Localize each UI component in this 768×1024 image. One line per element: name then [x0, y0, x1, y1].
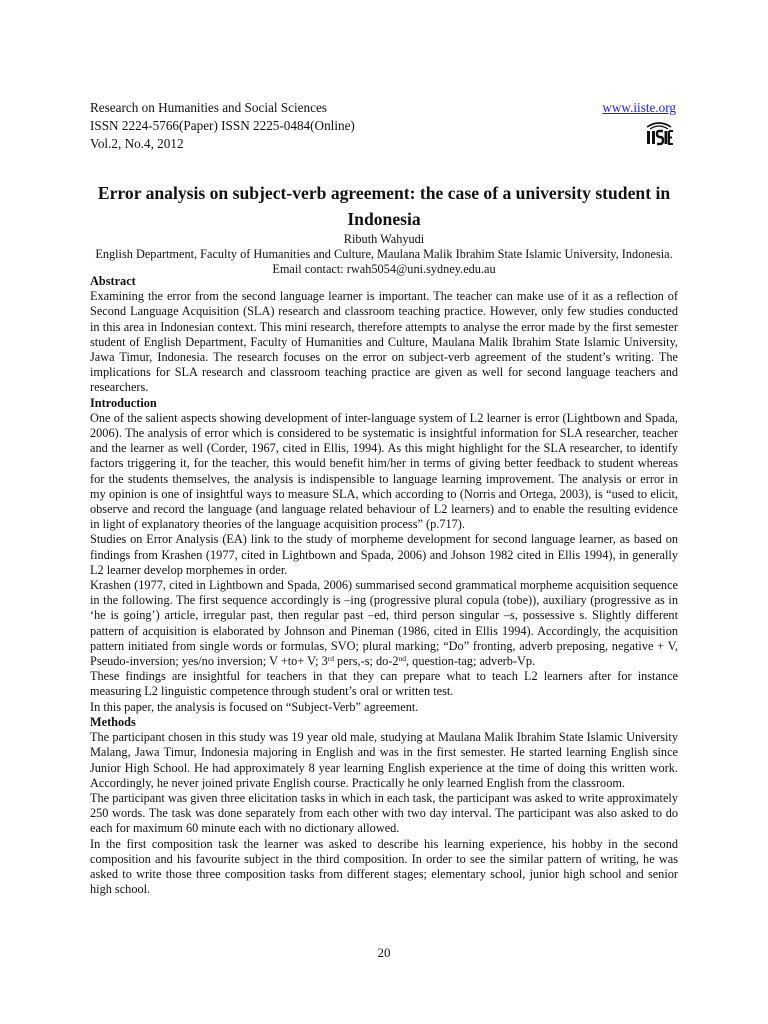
issn-line: ISSN 2224-5766(Paper) ISSN 2225-0484(Online): [90, 118, 355, 133]
author-name: Ributh Wahyudi: [343, 232, 425, 246]
paper-title: Error analysis on subject-verb agreement: the case of a university student in Indonesia: [97, 183, 671, 229]
methods-paragraph-2: The participant was given three elicitation tasks in which in each task, the participant was asked to write approximately 250 words. The task was done separately from each other with two day interval. The participant was also asked to do each for maximum 60 minute each with no dictionary allowed.: [90, 790, 678, 836]
paragraph-3-middle: pers,-s; do-2: [333, 654, 399, 669]
paragraph-3-text: Krashen (1977, cited in Lightbown and Spada, 2006) summarised second grammatical morpheme acquisition sequence in the following. The first sequence accordingly is –ing (progressive plural copula (tobe)), auxiliary (progressive as in ‘he is going’) article, irregular past, then regular past –ed, third person singular –s, possessive s. Slightly different pattern of acquisition is elaborated by Johnson and Pineman (1986, cited in Ellis 1994). Accordingly, the acquisition pattern initiated from single words or formulas, SVO; plural marking; “Do” fronting, adverb preposing, negative + V, Pseudo-inversion; yes/no inversion; V +to+ V; 3: [90, 578, 678, 669]
superscript-nd: nd: [398, 654, 407, 664]
methods-paragraph-1: The participant chosen in this study was 19 year old male, studying at Maulana Malik Ibrahim State Islamic University Malang, Jawa Timur, Indonesia majoring in English and was in the first semester. He started learning English since Junior High School. He had approximately 8 year learning English experience at the time of doing this written work. Accordingly, he never joined private English course. Practically he only learned English from the classroom.: [90, 730, 678, 790]
methods-heading: Methods: [90, 714, 136, 729]
introduction-paragraph-4: These findings are insightful for teachers in that they can prepare what to teach L2 learners after for instance measuring L2 linguistic competence through student’s oral or written test.: [90, 669, 678, 699]
abstract-heading: Abstract: [90, 274, 136, 288]
abstract-text: Examining the error from the second language learner is important. The teacher can make use of it as a reflection of Second Language Acquisition (SLA) research and classroom teaching practice. However, only few studies conducted in this area in Indonesian context. This mini research, therefore attempts to analyse the error made by the first semester student of English Department, Faculty of Humanities and Culture, Maulana Malik Ibrahim State Islamic University, Jawa Timur, Indonesia. The research focuses on the error on subject-verb agreement of the student’s writing. The implications for SLA research and classroom teaching practice are given as well for second language teachers and researchers.: [90, 289, 678, 395]
introduction-paragraph-2: Studies on Error Analysis (EA) link to the study of morpheme development for second language learner, as based on findings from Krashen (1977, cited in Lightbown and Spada, 2006) and Johson 1982 cited in Ellis 1994), in generally L2 learner develop morphemes in order.: [90, 532, 678, 577]
journal-header: [90, 99, 678, 155]
author-email: Email contact: rwah5054@uni.sydney.edu.au: [272, 262, 496, 276]
page-number: 20: [377, 945, 391, 960]
introduction-paragraph-5: In this paper, the analysis is focused on “Subject-Verb” agreement.: [90, 699, 419, 714]
journal-info: [90, 99, 355, 153]
paragraph-3-end: , question-tag; adverb-Vp.: [406, 654, 536, 669]
methods-paragraph-3: In the first composition task the learner was asked to describe his learning experience, his hobby in the second composition and his favourite subject in the third composition. In order to see the similar pattern of writing, he was asked to write those three composition tasks from different stages; elementary school, junior high school and senior high school.: [90, 836, 678, 897]
journal-website-link[interactable]: www.iiste.org: [602, 100, 676, 115]
introduction-paragraph-3: [90, 578, 678, 669]
introduction-heading: Introduction: [90, 395, 157, 410]
author-affiliation: English Department, Faculty of Humanities and Culture, Maulana Malik Ibrahim State Islamic University, Indonesia.: [95, 247, 673, 261]
volume-line: Vol.2, No.4, 2012: [90, 136, 184, 151]
iiste-logo-icon: [644, 120, 674, 146]
journal-name: Research on Humanities and Social Sciences: [90, 100, 327, 115]
superscript-rd: rd: [327, 654, 334, 664]
author-block: [90, 232, 678, 277]
introduction-paragraph-1: One of the salient aspects showing development of inter-language system of L2 learner is error (Lightbown and Spada, 2006). The analysis of error which is considered to be systematic is insightful information for SLA researcher, teacher and the learner as well (Corder, 1967, cited in Ellis, 1994). As this might highlight for the SLA researcher, to identify factors triggering it, for the teacher, this would benefit him/her in terms of giving better feedback to student whereas for the students themselves, the analysis is indispensible to language learning improvement. The analysis or error in my opinion is one of insightful ways to measure SLA, which according to (Norris and Ortega, 2003), is “used to elicit, observe and record the language (and language related behaviour of L2 learners) and to enable the resulting evidence in light of explanatory theories of the language acquisition process” (p.717).: [90, 410, 678, 532]
paper-body: [90, 274, 678, 897]
